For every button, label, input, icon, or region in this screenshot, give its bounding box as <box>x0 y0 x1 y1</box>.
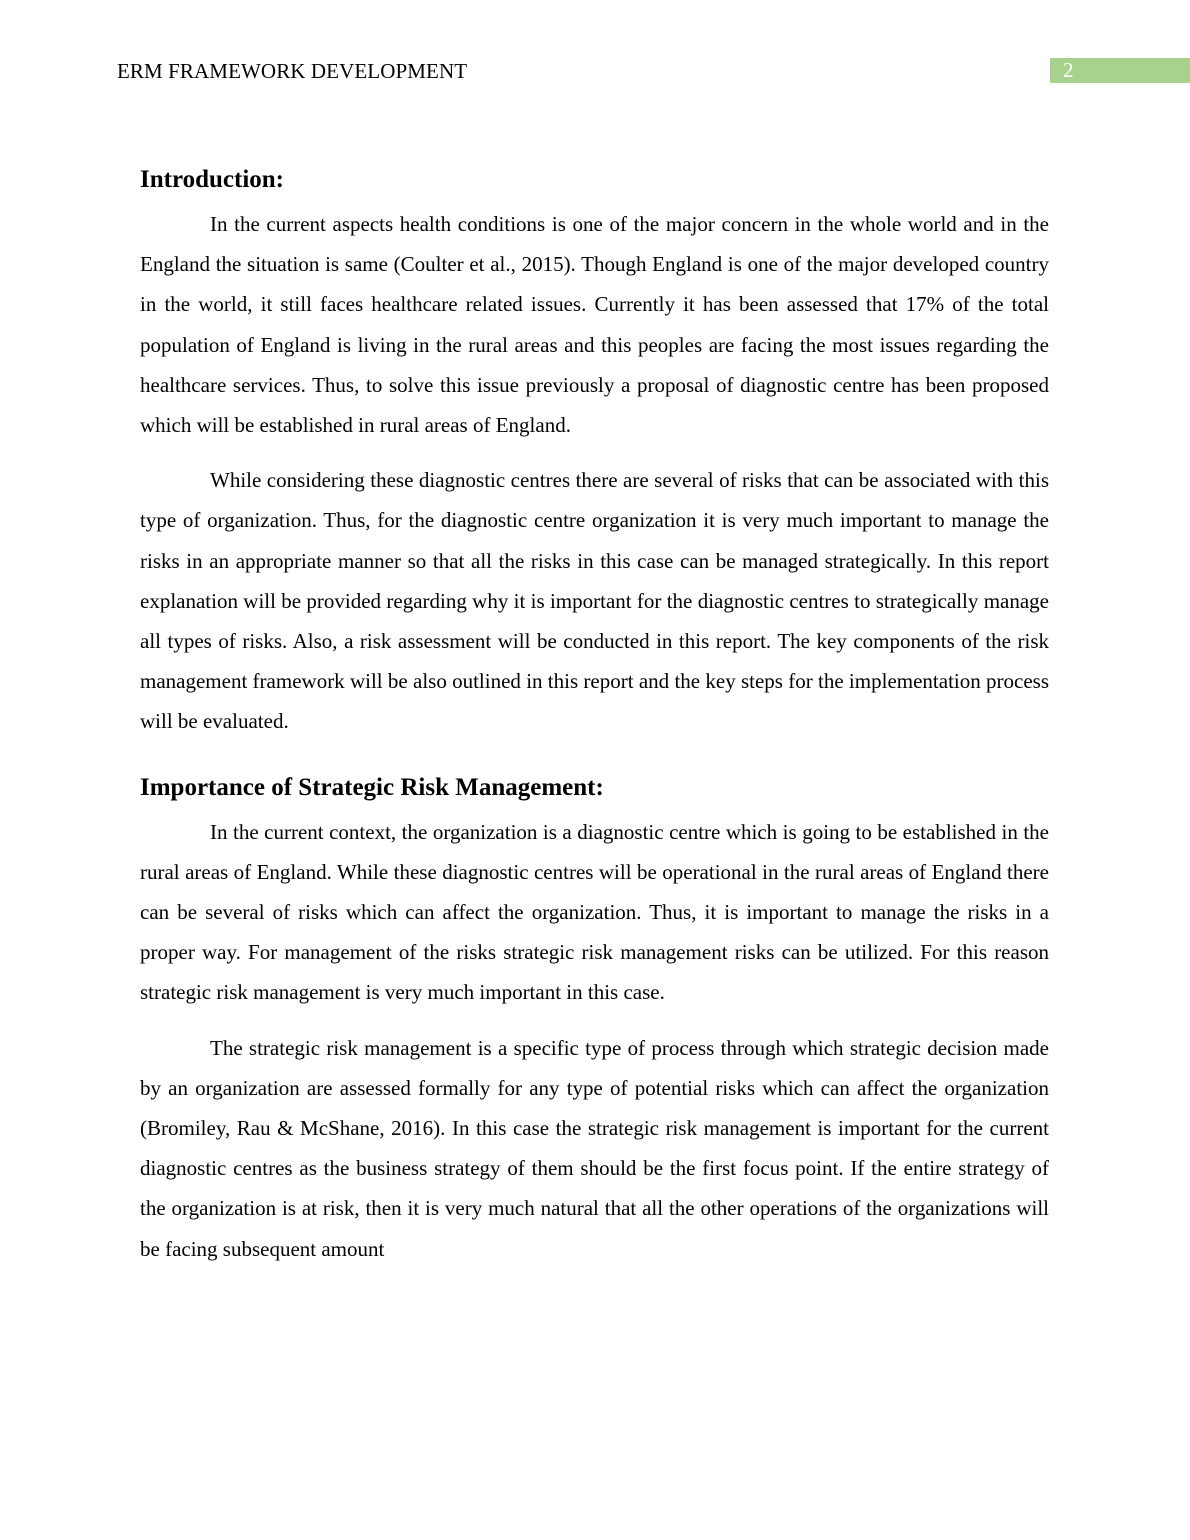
document-body <box>140 160 1049 1269</box>
paragraph: In the current aspects health conditions is one of the major concern in the whole world and in the England the situation is same (Coulter et al., 2015). Though England is one of the major developed country in the world, it still faces healthcare related issues. Currently it has been assessed that 17% of the total population of England is living in the rural areas and this peoples are facing the most issues regarding the healthcare services. Thus, to solve this issue previously a proposal of diagnostic centre has been proposed which will be established in rural areas of England. <box>140 212 1049 438</box>
page-number: 2 <box>1063 58 1074 82</box>
section-heading-strategic-risk-management: Importance of Strategic Risk Management: <box>140 773 604 801</box>
section-heading-introduction: Introduction: <box>140 166 285 193</box>
paragraph: While considering these diagnostic centres there are several of risks that can be associated with this type of organization. Thus, for the diagnostic centre organization it is very much important to manage the risks in an appropriate manner so that all the risks in this case can be managed strategically. In this report explanation will be provided regarding why it is important for the diagnostic centres to strategically manage all types of risks. Also, a risk assessment will be conducted in this report. The key components of the risk management framework will be also outlined in this report and the key steps for the implementation process will be evaluated. <box>140 468 1049 734</box>
page-number-bar <box>1050 58 1190 83</box>
paragraph: The strategic risk management is a specific type of process through which strategic decision made by an organization are assessed formally for any type of potential risks which can affect the organization (Bromiley, Rau & McShane, 2016). In this case the strategic risk management is important for the current diagnostic centres as the business strategy of them should be the first focus point. If the entire strategy of the organization is at risk, then it is very much natural that all the other operations of the organizations will be facing subsequent amount <box>140 1035 1049 1261</box>
running-head-title: ERM FRAMEWORK DEVELOPMENT <box>117 59 468 83</box>
paragraph: In the current context, the organization is a diagnostic centre which is going to be established in the rural areas of England. While these diagnostic centres will be operational in the rural areas of England there can be several of risks which can affect the organization. Thus, it is important to manage the risks in a proper way. For management of the risks strategic risk management risks can be utilized. For this reason strategic risk management is very much important in this case. <box>140 819 1049 1005</box>
